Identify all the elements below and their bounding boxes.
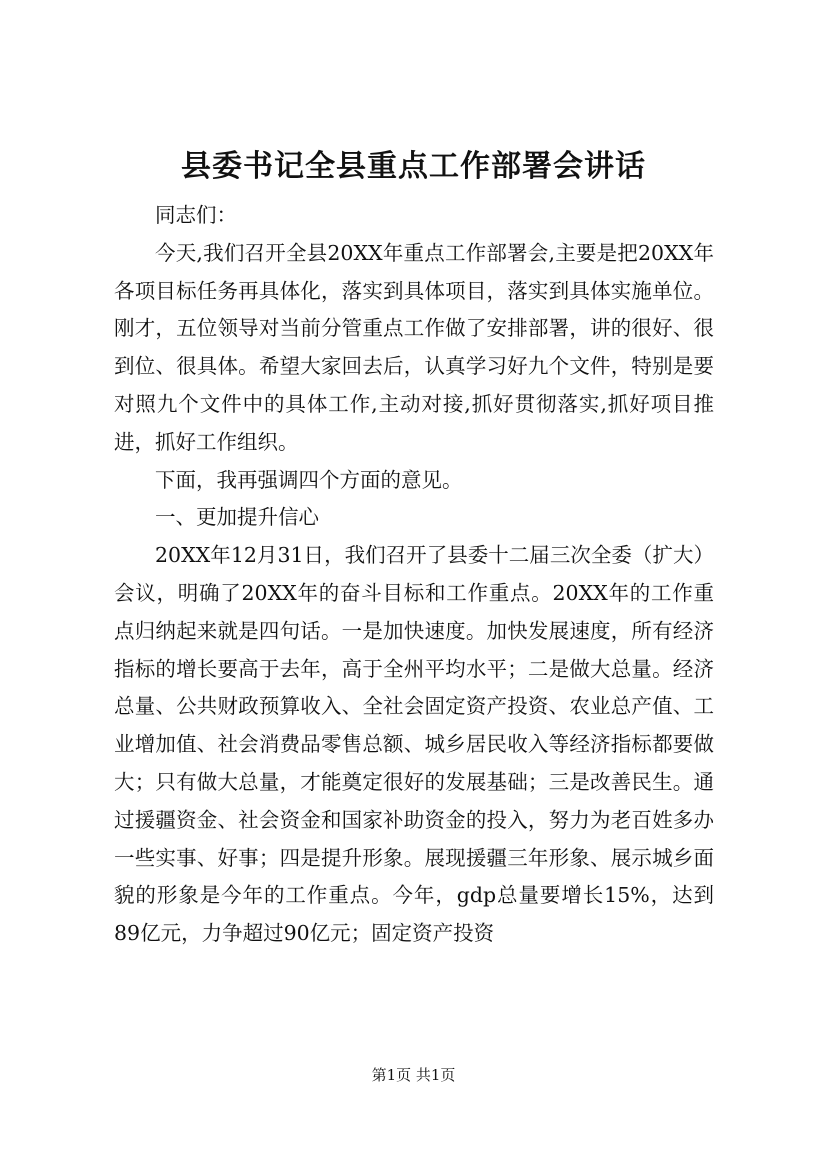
salutation: 同志们：: [155, 203, 237, 227]
paragraph: 20XX年12月31日，我们召开了县委十二届三次全委（扩大）会议，明确了20XX年的奋斗目标和工作重点。20XX年的工作重点归纳起来就是四句话。一是加快速度。加快发展速度，所有经济指标的增长要高于去年，高于全州平均水平；二是做大总量。经济总量、公共财政预算收入、全社会固定资产投资、农业总产值、工业增加值、社会消费品零售总额、城乡居民收入等经济指标都要做大；只有做大总量，才能奠定很好的发展基础；三是改善民生。通过援疆资金、社会资金和国家补助资金的投入，努力为老百姓多办一些实事、好事；四是提升形象。展现援疆三年形象、展示城乡面貌的形象是今年的工作重点。今年，gdp总量要增长15%，达到89亿元，力争超过90亿元；固定资产投资: [114, 543, 714, 946]
document-body: [114, 197, 714, 953]
section-heading: 一、更加提升信心: [155, 505, 319, 530]
document-title: 县委书记全县重点工作部署会讲话: [181, 149, 646, 184]
page-number: 第1页 共1页: [371, 1066, 456, 1084]
paragraph: 下面，我再强调四个方面的意见。: [155, 467, 463, 492]
paragraph: 今天,我们召开全县20XX年重点工作部署会,主要是把20XX年各项目标任务再具体化，落实到具体项目，落实到具体实施单位。刚才，五位领导对当前分管重点工作做了安排部署，讲的很好、很到位、很具体。希望大家回去后，认真学习好九个文件，特别是要对照九个文件中的具体工作,主动对接,抓好贯彻落实,抓好项目推进，抓好工作组织。: [114, 240, 714, 454]
